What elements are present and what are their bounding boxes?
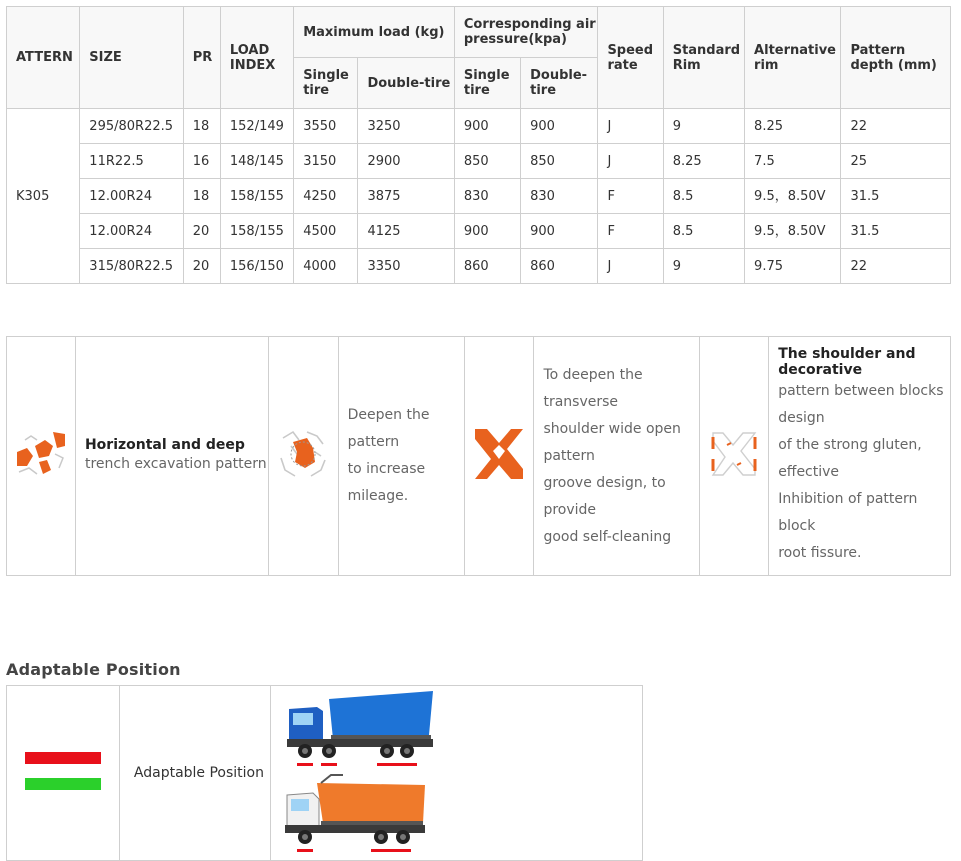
cell-alternative-rim: 8.25 <box>745 109 841 144</box>
cell-load-single: 4000 <box>294 249 358 284</box>
feature-line: root fissure. <box>778 544 862 561</box>
cell-load-index: 156/150 <box>220 249 293 284</box>
header-pressure: Corresponding air pressure(kpa) <box>454 7 598 58</box>
feature-text-1 <box>75 337 268 576</box>
cell-pr: 18 <box>183 109 220 144</box>
cell-alternative-rim: 9.5，8.50V <box>745 214 841 249</box>
cell-speed-rate: F <box>598 214 663 249</box>
feature-line: Deepen the <box>347 407 430 423</box>
cell-pr: 16 <box>183 144 220 179</box>
cell-pr: 20 <box>183 214 220 249</box>
cell-load-index: 152/149 <box>220 109 293 144</box>
cell-standard-rim: 8.25 <box>663 144 744 179</box>
cell-load-double: 3250 <box>358 109 454 144</box>
cell-load-index: 148/145 <box>220 144 293 179</box>
adaptable-position-table <box>6 685 643 861</box>
cell-alternative-rim: 7.5 <box>745 144 841 179</box>
header-load-single: Single tire <box>294 58 358 109</box>
table-row <box>7 179 951 214</box>
cell-pr: 18 <box>183 179 220 214</box>
cell-pressure-double: 900 <box>521 214 598 249</box>
cell-speed-rate: J <box>598 144 663 179</box>
blue-dump-truck-icon <box>283 687 443 773</box>
feature-text-3 <box>534 337 700 576</box>
feature-title: Horizontal and deep <box>84 437 245 453</box>
cell-pressure-single: 860 <box>454 249 520 284</box>
cell-load-single: 3150 <box>294 144 358 179</box>
table-row <box>7 249 951 284</box>
cell-load-index: 158/155 <box>220 214 293 249</box>
cell-standard-rim: 8.5 <box>663 179 744 214</box>
feature-line: shoulder wide open <box>543 420 681 437</box>
header-pr: PR <box>183 7 220 109</box>
header-load-double: Double-tire <box>358 58 454 109</box>
feature-line: design <box>778 409 825 426</box>
cell-load-single: 4500 <box>294 214 358 249</box>
cell-load-index: 158/155 <box>220 179 293 214</box>
feature-table <box>6 336 951 576</box>
shoulder-groove-icon <box>473 429 525 479</box>
spec-table <box>6 6 951 284</box>
cell-load-double: 3875 <box>358 179 454 214</box>
feature-line: to increase <box>347 461 426 477</box>
feature-line: Inhibition of pattern <box>778 490 918 507</box>
legend-bar-bottom <box>25 778 101 790</box>
cell-load-single: 4250 <box>294 179 358 214</box>
feature-line: transverse <box>543 393 619 410</box>
feature-line: effective <box>778 463 840 480</box>
cell-pressure-single: 850 <box>454 144 520 179</box>
cell-standard-rim: 8.5 <box>663 214 744 249</box>
header-load-index: LOAD INDEX <box>220 7 293 109</box>
header-pattern-depth: Pattern depth (mm) <box>841 7 951 109</box>
shoulder-outline-icon <box>709 429 759 479</box>
cell-pattern-depth: 22 <box>841 249 951 284</box>
header-standard-rim: Standard Rim <box>663 7 744 109</box>
cell-pattern-depth: 31.5 <box>841 179 951 214</box>
feature-icon-cell <box>7 337 76 576</box>
header-max-load: Maximum load (kg) <box>294 7 455 58</box>
feature-line: good self-cleaning <box>543 528 672 545</box>
truck-images <box>270 686 642 861</box>
header-pressure-double: Double-tire <box>521 58 598 109</box>
cell-pressure-double: 830 <box>521 179 598 214</box>
cell-load-double: 4125 <box>358 214 454 249</box>
cell-size: 295/80R22.5 <box>80 109 183 144</box>
feature-text-4 <box>769 337 951 576</box>
cell-pressure-double: 900 <box>521 109 598 144</box>
header-pattern: ATTERN <box>7 7 80 109</box>
cell-standard-rim: 9 <box>663 109 744 144</box>
position-legend-icon <box>23 746 103 796</box>
cell-alternative-rim: 9.75 <box>745 249 841 284</box>
position-legend <box>7 686 120 861</box>
position-label: Adaptable Position <box>119 686 270 861</box>
cell-load-double: 2900 <box>358 144 454 179</box>
cell-pattern-depth: 22 <box>841 109 951 144</box>
feature-line: pattern <box>543 447 595 464</box>
feature-line: mileage. <box>347 488 409 504</box>
feature-icon-cell <box>464 337 534 576</box>
feature-line: of the strong gluten, <box>778 436 922 453</box>
pattern-name: K305 <box>7 109 80 284</box>
feature-text-2 <box>338 337 464 576</box>
tread-block-icon <box>15 432 67 476</box>
header-size: SIZE <box>80 7 183 109</box>
table-row <box>7 144 951 179</box>
cell-pressure-double: 860 <box>521 249 598 284</box>
cell-pressure-single: 900 <box>454 214 520 249</box>
feature-line: To deepen the <box>543 366 643 383</box>
legend-bar-top <box>25 752 101 764</box>
cell-speed-rate: J <box>598 249 663 284</box>
cell-size: 315/80R22.5 <box>80 249 183 284</box>
cell-pressure-single: 900 <box>454 109 520 144</box>
cell-pr: 20 <box>183 249 220 284</box>
cell-pattern-depth: 25 <box>841 144 951 179</box>
feature-icon-cell <box>268 337 338 576</box>
header-alternative-rim: Alternative rim <box>745 7 841 109</box>
header-pressure-single: Single tire <box>454 58 520 109</box>
cell-size: 12.00R24 <box>80 179 183 214</box>
table-row <box>7 214 951 249</box>
feature-line: pattern between blocks <box>778 382 944 399</box>
feature-line: pattern <box>347 434 400 450</box>
feature-line: trench excavation pattern <box>84 456 267 472</box>
cell-alternative-rim: 9.5，8.50V <box>745 179 841 214</box>
cell-size: 12.00R24 <box>80 214 183 249</box>
cell-speed-rate: J <box>598 109 663 144</box>
section-title: Adaptable Position <box>6 660 181 679</box>
orange-dump-truck-icon <box>283 773 433 859</box>
cell-pattern-depth: 31.5 <box>841 214 951 249</box>
cell-size: 11R22.5 <box>80 144 183 179</box>
feature-icon-cell <box>700 337 769 576</box>
feature-line: provide <box>543 501 597 518</box>
tread-highlight-icon <box>277 428 329 480</box>
feature-title: The shoulder and decorative <box>778 345 916 378</box>
feature-line: groove design, to <box>543 474 666 491</box>
cell-load-double: 3350 <box>358 249 454 284</box>
cell-speed-rate: F <box>598 179 663 214</box>
cell-pressure-single: 830 <box>454 179 520 214</box>
header-speed-rate: Speed rate <box>598 7 663 109</box>
feature-line: block <box>778 517 816 534</box>
cell-load-single: 3550 <box>294 109 358 144</box>
cell-pressure-double: 850 <box>521 144 598 179</box>
table-row <box>7 109 951 144</box>
cell-standard-rim: 9 <box>663 249 744 284</box>
